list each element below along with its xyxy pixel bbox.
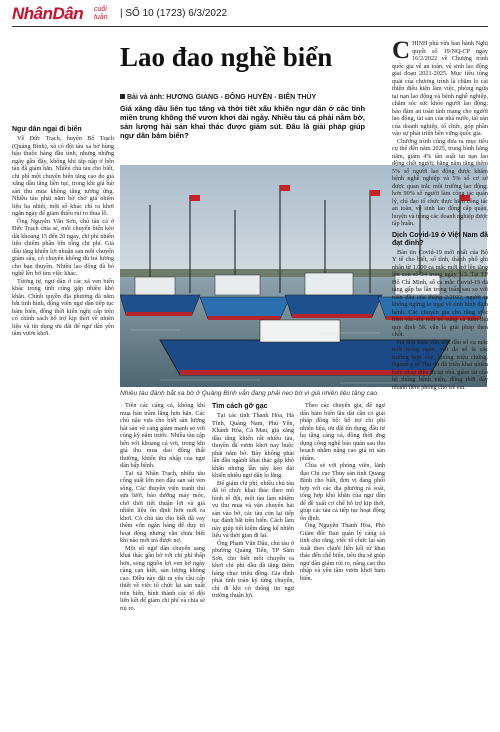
paragraph: Tại xã Nhân Trạch, nhiều tàu công suất lớn neo đậu san sát ven sông. Các thuyền viên tranh thủ sửa lưới, bảo dưỡng máy móc, chờ thời tiết thuận lợi và giá nhiên liệu ổn định hơn mới ra khơi. Có chủ tàu cho biết đã vay thêm vốn ngân hàng để duy trì hoạt động nhưng vẫn chưa biết khi nào mới trả được nợ. [120, 469, 205, 544]
column-1 [12, 125, 114, 725]
byline [120, 94, 360, 101]
byline-text: Bài và ảnh: HƯƠNG GIANG - ĐÔNG HUYỀN - BIÊN THÙY [127, 94, 317, 101]
paragraph: Về Đức Trạch, huyện Bố Trạch (Quảng Bình), xã có đội tàu xa bờ hùng hậu thuộc hàng đầu tỉnh, nhưng những ngày gần đây, không khí tấp nập ở bến tàu đã giảm hẳn. Nhiều chủ tàu cho biết, chi phí một chuyến biển tăng cao do giá xăng dầu tăng liên tục, trong khi giá hải sản thu mua không tăng tương ứng. Nhiều tàu phải nằm bờ chờ giá nhiên liệu hạ nhiệt, một số khác chỉ ra khơi ngắn ngày để giảm thiểu rủi ro thua lỗ. [12, 135, 114, 217]
paragraph: Chia sẻ với phóng viên, lãnh đạo Chi cục Thủy sản tỉnh Quảng Bình cho biết, đơn vị đang phối hợp với các địa phương rà soát, tổng hợp khó khăn của ngư dân để đề xuất cơ chế hỗ trợ kịp thời, giúp các tàu cá tiếp tục hoạt động ổn định. [300, 462, 385, 522]
square-bullet-icon [120, 94, 125, 99]
paragraph: Bản tin Covid-19 mới nhất của Bộ Y tế cho biết, số tình, thành phố ghi nhận từ 1.000 ca mắc mới trở lên tăng lên con số 34 trong ngày 1/3. Tại TP Hồ Chí Minh, số ca mắc Covid-19 đã tăng gấp ba lần trong tuần sau so với tuần đầu của tháng 2/2022, người ta không ngừng lo ngại về tình hình dịch bệnh. Các chuyên gia cho rằng việc tiêm vắc-xin mũi bổ sung và tuân thủ quy định 5K vẫn là giải pháp then chốt. [392, 248, 488, 338]
paragraph: Chương trình cũng đưa ra mục tiêu cụ thể đến năm 2025, trung bình hằng năm, giảm 4% tần suất tai nạn lao động chết người; hằng năm tăng thêm 5% số người lao động được khám bệnh nghề nghiệp và 5% số cơ sở được quan trắc môi trường lao động; hơn 90% số người làm công tác quản lý, chỉ đạo tổ chức thực hiện công tác an toàn, vệ sinh lao động cấp quận, huyện và trong các doanh nghiệp được tập huấn. [392, 137, 488, 227]
section-heading: Tìm cách gỡ gạc [212, 403, 268, 410]
paragraph: Theo các chuyên gia, để ngư dân bám biển lâu dài cần có giải pháp đồng bộ: hỗ trợ chi phí nhiên liệu, ưu đãi tín dụng, đầu tư hạ tầng cảng cá, đồng thời ứng dụng công nghệ bảo quản sau thu hoạch nhằm nâng cao giá trị sản phẩm. [300, 402, 385, 462]
column-4 [300, 402, 385, 724]
column-5 [392, 40, 488, 726]
paragraph: Một số ngư dân chuyển sang khai thác gần bờ với chi phí thấp hơn, song nguồn lợi ven bờ ngày càng cạn kiệt, sản lượng không cao. Điều này đặt ra yêu cầu cấp thiết về việc tổ chức lại sản xuất trên biển, hình thành các tổ đội liên kết để giảm chi phí và chia sẻ rủi ro. [120, 544, 205, 612]
paragraph: Ông Nguyễn Thanh Hòa, Phó Giám đốc Ban quản lý cảng cá tỉnh cho rằng, việc tổ chức lại sản xuất theo chuỗi liên kết từ khai thác đến chế biến, tiêu thụ sẽ giúp ngư dân giảm rủi ro, nâng cao thu nhập và yên tâm vươn khơi bám biển. [300, 522, 385, 582]
paragraph: HÍNH phủ vừa ban hành Nghị quyết số 19/NQ-CP ngày 16/2/2022 về Chương trình quốc gia về an toàn, vệ sinh lao động giai đoạn 2021-2025. Mục tiêu tổng quát của chương trình là chăm lo cải thiện điều kiện làm việc, phòng ngừa tai nạn lao động và bệnh nghề nghiệp, chăm sóc sức khỏe người lao động; bảo đảm an toàn tính mạng cho người lao động, tài sản của nhà nước, tài sản của doanh nghiệp, tổ chức, góp phần vào sự phát triển bền vững quốc gia. [392, 40, 488, 137]
photo-caption: Nhiều tàu đánh bắt xa bờ ở Quảng Bình vẫn đang phải neo bờ vì giá nhiên liệu tăng cao. [120, 390, 380, 397]
article-title: Lao đao nghề biển [120, 42, 333, 72]
paragraph: Tại các tỉnh Thanh Hóa, Hà Tĩnh, Quảng Nam, Phú Yên, Khánh Hòa, Cà Mau, giá xăng dầu tăng khiến rất nhiều tàu, thuyền đã vươn khơi nay buộc phải nằm bờ. Bày không phải lần đầu ngành khai thác gặp khó khăn nhưng lần này kéo dài khiến nhiều ngư dân lo lắng. [212, 412, 294, 479]
column-3 [212, 402, 294, 724]
section-heading: Ngư dân ngại đi biển [12, 126, 82, 133]
newspaper-logo: NhânDân [12, 4, 84, 23]
column-2 [120, 402, 205, 724]
logo-sub-2: tuần [94, 14, 108, 21]
issue-info: | SỐ 10 (1723) 6/3/2022 [120, 8, 228, 19]
paragraph: Hà Nội hiện vẫn dẫn đầu số ca mắc mới trong ngày, với đa số là các trường hợp nhẹ, không triệu chứng. Ngành y tế Thủ đô đã triển khai nhiều biện pháp điều trị tại nhà, giảm tải cho hệ thống bệnh viện, đồng thời đẩy nhanh tiêm phòng cho trẻ em. [392, 338, 488, 391]
section-heading: Dịch Covid-19 ở Việt Nam đã đạt đỉnh? [392, 231, 488, 247]
paragraph: Để giảm chi phí, nhiều chủ tàu đã tổ chức khai thác theo mô hình tổ đội, một tàu làm nhiệm vụ thu mua và vận chuyển hải sản vào bờ, các tàu còn lại tiếp tục đánh bắt trên biển. Cách làm này giúp tiết kiệm đáng kể nhiên liệu và thời gian đi lại. [212, 479, 294, 539]
masthead [12, 4, 488, 27]
drop-cap: C [392, 40, 411, 64]
logo-sub-1: cuối [94, 6, 107, 13]
paragraph: Ông Phạm Văn Dậu, chủ tàu ở phường Quảng Tiến, TP Sầm Sơn, cho biết mỗi chuyến ra khơi chi phí dầu đã tăng thêm hàng chục triệu đồng. Gia đình phải tính toán kỹ từng chuyến, chỉ đi khi có thông tin ngư trường thuận lợi. [212, 539, 294, 599]
article-lead: Giá xăng dầu liên tục tăng và thời tiết xấu khiến ngư dân ở các tỉnh miền trung không thể vươn khơi dài ngày. Nhiều tàu cá phải nằm bờ, sản lượng hải sản khai thác được giảm sút. Đâu là giải pháp giúp ngư dân bám biển? [120, 104, 365, 140]
paragraph: Tương tự, ngư dân ở các xã ven biển khác trong tỉnh cũng gặp nhiều khó khăn. Chính quyền địa phương đã nắm bắt tình hình, động viên ngư dân tiếp tục bám biển, đồng thời kiến nghị cấp trên có chính sách hỗ trợ kịp thời về nhiên liệu và tín dụng ưu đãi để ngư dân yên tâm vươn khơi. [12, 277, 114, 337]
paragraph: Trên các cảng cá, không khí mua bán trầm lắng hơn hẳn. Các chủ nậu vựa cho biết sản lượng hải sản về cảng giảm mạnh so với cùng kỳ năm trước. Nhiều tàu cập bến với khoang cá vơi, trong khi giá thu mua dao động thất thường, khiến thu nhập của ngư dân bấp bênh. [120, 402, 205, 469]
paragraph: Ông Nguyễn Văn Sơn, chủ tàu cá ở Đức Trạch chia sẻ, mỗi chuyến biển kéo dài khoảng 15 đến 20 ngày, chi phí nhiên liệu chiếm phần lớn tổng chi phí. Giá dầu tăng khiến lợi nhuận sau mỗi chuyến giảm sâu, có chuyến không đủ trả lương cho bạn thuyền. Nhiều lao động đã bỏ nghề lên bờ tìm việc khác. [12, 217, 114, 277]
logo-subtitle [94, 6, 108, 22]
